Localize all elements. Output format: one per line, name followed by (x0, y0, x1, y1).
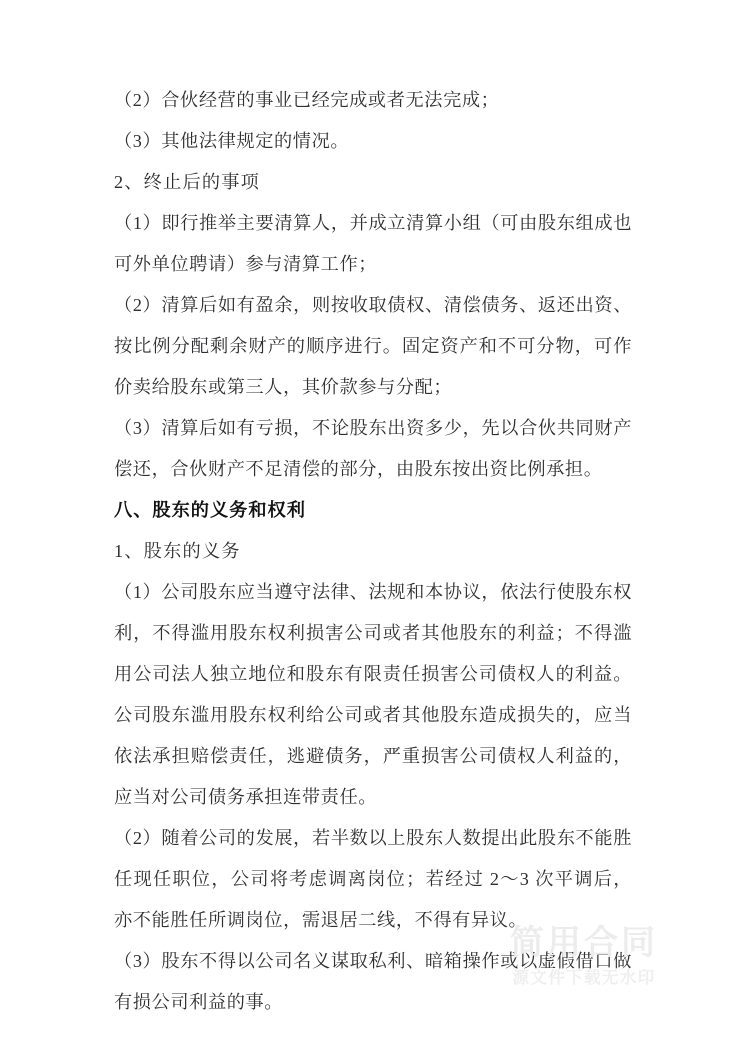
paragraph-clause-term-2: （2）合伙经营的事业已经完成或者无法完成； (114, 90, 500, 110)
paragraph-duty-2: （2）随着公司的发展，若半数以上股东人数提出此股东不能胜任现任职位，公司将考虑调离岗位；若经过 2～3 次平调后，亦不能胜任所调岗位，需退居二线，不得有异议。 (114, 828, 632, 930)
paragraph-clause-after-3: （3）清算后如有亏损，不论股东出资多少，先以合伙共同财产偿还，合伙财产不足清偿的部分，由股东按出资比例承担。 (114, 418, 632, 479)
paragraph-duty-1: （1）公司股东应当遵守法律、法规和本协议，依法行使股东权利，不得滥用股东权利损害公司或者其他股东的利益；不得滥用公司法人独立地位和股东有限责任损害公司债权人的利益。公司股东滥用股东权利给公司或者其他股东造成损失的，应当依法承担赔偿责任，逃避债务，严重损害公司债权人利益的，应当对公司债务承担连带责任。 (114, 582, 632, 807)
sub-label-terminated-matters: 2、终止后的事项 (114, 172, 261, 192)
paragraph-clause-after-2: （2）清算后如有盈余，则按收取债权、清偿债务、返还出资、按比例分配剩余财产的顺序进行。固定资产和不可分物，可作价卖给股东或第三人，其价款参与分配； (114, 295, 632, 397)
section-heading-shareholder-duties-rights: 八、股东的义务和权利 (114, 500, 306, 520)
watermark-subtitle-text: 源文件下载无水印 (512, 969, 656, 987)
paragraph-clause-term-3: （3）其他法律规定的情况。 (114, 131, 350, 151)
paragraph-clause-after-1: （1）即行推举主要清算人，并成立清算小组（可由股东组成也可外单位聘请）参与清算工作； (114, 213, 632, 274)
paragraph-duty-3: （3）股东不得以公司名义谋取私利、暗箱操作或以虚假借口做有损公司利益的事。 (114, 951, 632, 1012)
watermark-brand-text: 简用合同 (510, 924, 658, 962)
document-text-body (114, 80, 632, 1023)
sub-label-shareholder-duties: 1、股东的义务 (114, 541, 241, 561)
